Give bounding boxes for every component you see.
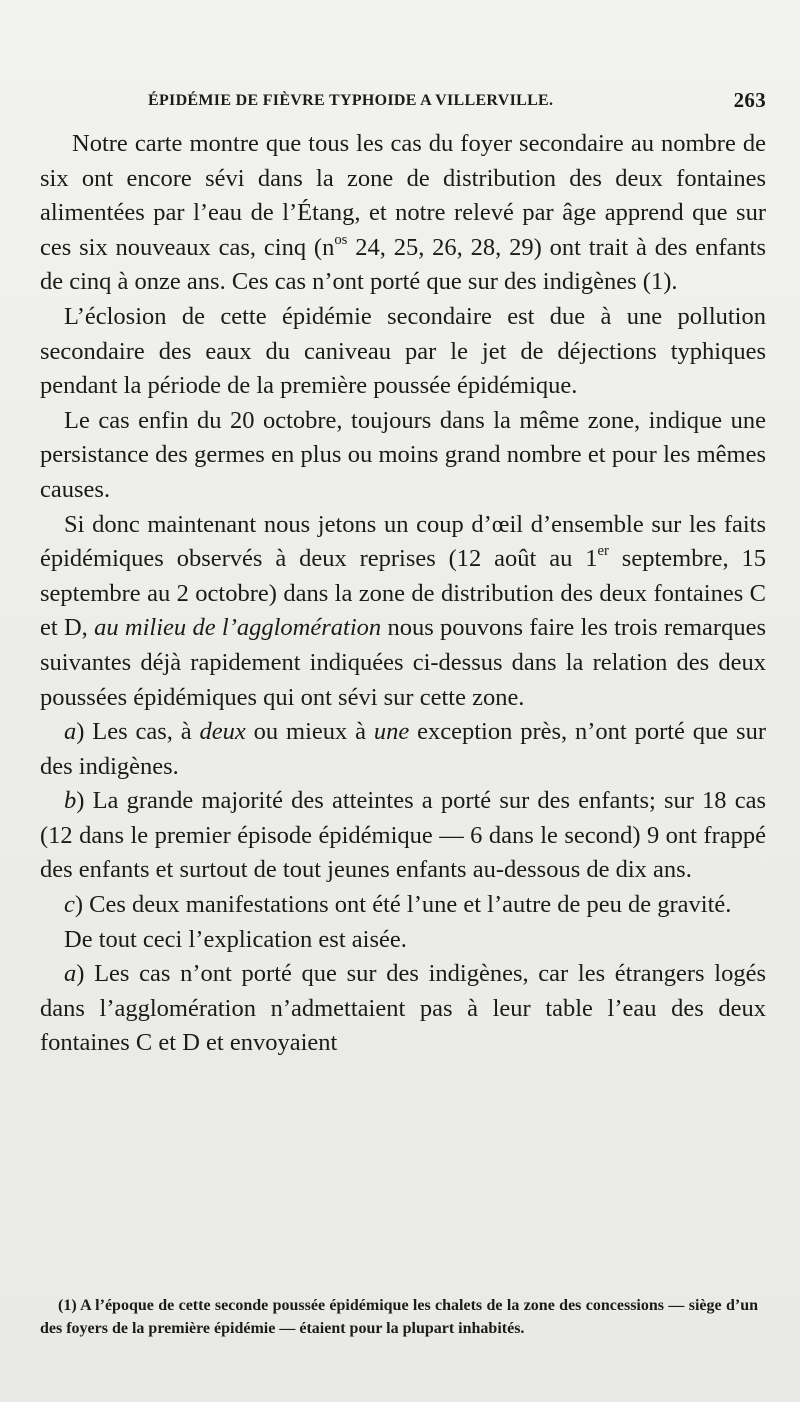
- paragraph-6: [40, 784, 766, 888]
- paragraph-7-text: ) Ces deux manifestations ont été l’une et l’autre de peu de gravité.: [74, 891, 732, 919]
- paragraph-6-text: ) La grande majorité des atteintes a porté sur des enfants; sur 18 cas (12 dans le premier épisode épidémique — 6 dans le second) 9 ont frappé des enfants et surtout de tout jeunes enfants au-dessous de dix ans.: [40, 787, 766, 884]
- running-title: ÉPIDÉMIE DE FIÈVRE TYPHOIDE A VILLERVILLE.: [148, 92, 554, 109]
- paragraph-5-emphasis-1: deux: [199, 718, 246, 746]
- paragraph-5-text: ) Les cas, à: [76, 718, 200, 746]
- item-label-c: c: [64, 891, 75, 919]
- paragraph-4-text-continued: septembre, 15 septembre au 2 octobre) dans la zone de distribution des deux fontaines C et D,: [40, 545, 766, 642]
- paragraph-4: [40, 508, 766, 716]
- ordinal-superscript: er: [597, 543, 609, 560]
- paragraph-9: [40, 957, 766, 1061]
- paragraph-1-text-continued: 24, 25, 26, 28, 29) ont trait à des enfants de cinq à onze ans. Ces cas n’ont porté que sur des indigènes (1).: [40, 233, 766, 296]
- item-label-a: a: [64, 718, 77, 746]
- paragraph-1: [40, 127, 766, 300]
- numero-superscript: os: [334, 231, 348, 248]
- paragraph-8: De tout ceci l’explication est aisée.: [64, 925, 407, 953]
- paragraph-5-text-end: exception près, n’ont porté que sur des indigènes.: [40, 718, 766, 780]
- paragraph-5-text-continued: ou mieux à: [245, 718, 374, 746]
- running-header: [40, 88, 766, 114]
- paragraph-9-text: ) Les cas n’ont porté que sur des indigènes, car les étrangers logés dans l’agglomération n’admettaient pas à leur table l’eau des deux fontaines C et D et envoyaient: [40, 960, 766, 1057]
- paragraph-4-emphasis: au milieu de l’agglomération: [94, 614, 382, 642]
- paragraph-5-emphasis-2: une: [373, 718, 410, 746]
- footnote-text: (1) A l’époque de cette seconde poussée épidémique les chalets de la zone des concessions — siège d’un des foyers de la première épidémie — étaient pour la plupart inhabités.: [40, 1297, 758, 1337]
- paragraph-5: [40, 715, 766, 784]
- item-label-b: b: [64, 787, 77, 815]
- paragraph-3: Le cas enfin du 20 octobre, toujours dans la même zone, indique une persistance des germes en plus ou moins grand nombre et pour les mêmes causes.: [40, 406, 766, 503]
- paragraph-2: L’éclosion de cette épidémie secondaire est due à une pollution secondaire des eaux du caniveau par le jet de déjections typhiques pendant la période de la première poussée épidémique.: [40, 302, 766, 400]
- paragraph-4-text-end: nous pouvons faire les trois remarques suivantes déjà rapidement indiquées ci-dessus dans la relation des deux poussées épidémiques qui ont sévi sur cette zone.: [40, 614, 767, 711]
- paragraph-4-text: Si donc maintenant nous jetons un coup d’œil d’ensemble sur les faits épidémiques observés à deux reprises (12 août au 1: [40, 510, 766, 573]
- page-number: 263: [733, 88, 766, 112]
- body-text: [40, 127, 766, 1061]
- footnote: [40, 1294, 758, 1340]
- item-label-a-second: a: [64, 960, 77, 988]
- paragraph-1-text: Notre carte montre que tous les cas du foyer secondaire au nombre de six ont encore sévi dans la zone de distribution des deux fontaines alimentées par l’eau de l’Étang, et notre relevé par âge apprend que sur ces six nouveaux cas, cinq (n: [40, 130, 766, 261]
- paragraph-7: [40, 888, 766, 923]
